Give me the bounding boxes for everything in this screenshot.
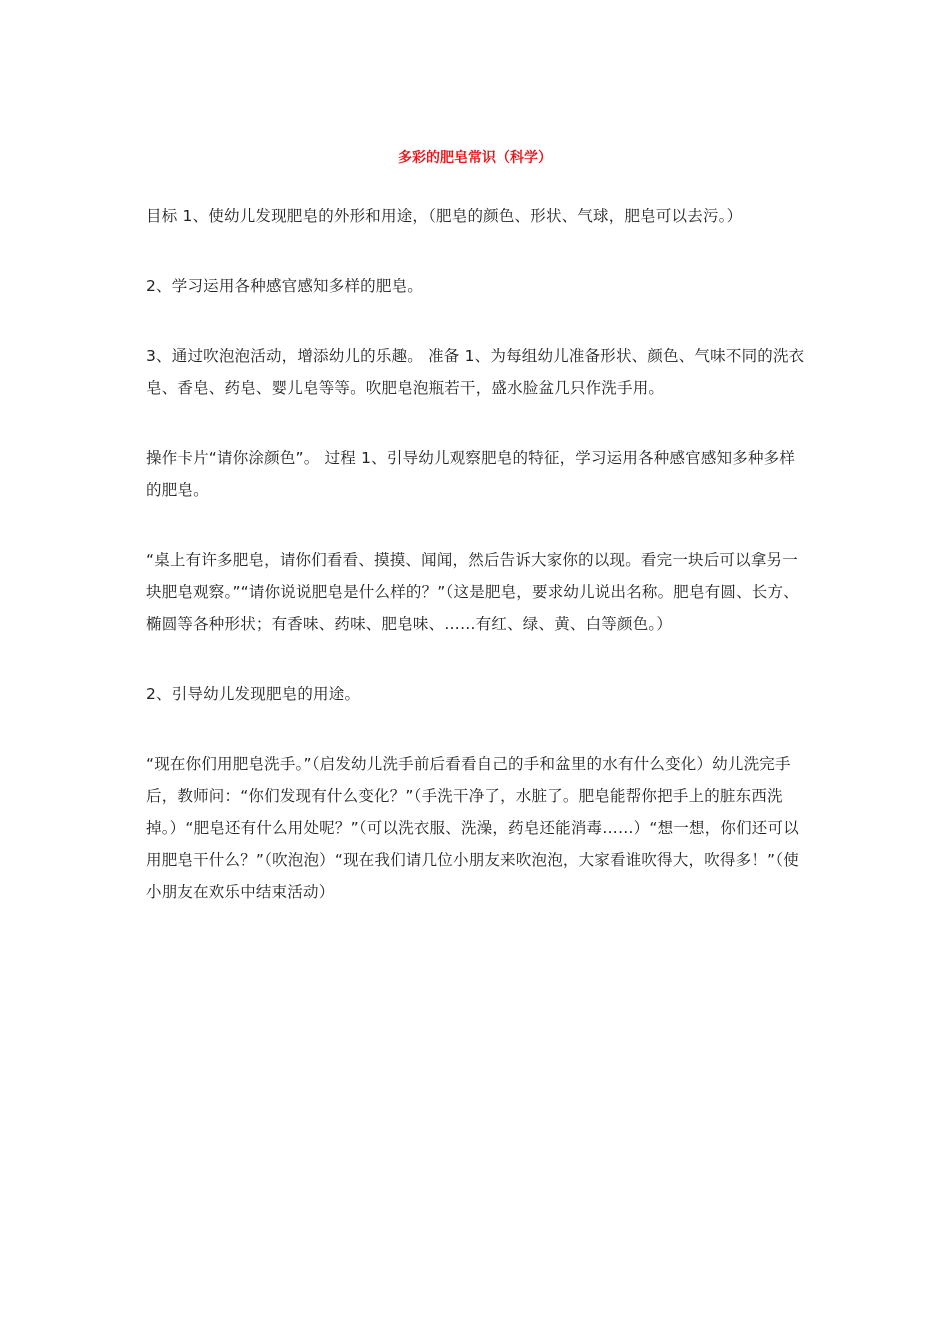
- paragraph-goal-1: 目标 1、使幼儿发现肥皂的外形和用途，（肥皂的颜色、形状、气球，肥皂可以去污。）: [146, 207, 743, 225]
- paragraph-observation-dialogue: “桌上有许多肥皂，请你们看看、摸摸、闻闻，然后告诉大家你的以现。看完一块后可以拿另一块肥皂观察。”“请你说说肥皂是什么样的？”（这是肥皂，要求幼儿说出名称。肥皂有圆、长方、椭圆等各种形状；有香味、药味、肥皂味、……有红、绿、黄、白等颜色。）: [146, 551, 799, 633]
- paragraph-process-1: 操作卡片“请你涂颜色”。 过程 1、引导幼儿观察肥皂的特征，学习运用各种感官感知多种多样的肥皂。: [146, 449, 796, 499]
- document-body: [146, 200, 806, 908]
- document-title: 多彩的肥皂常识（科学）: [398, 150, 552, 166]
- paragraph-goal-2: 2、学习运用各种感官感知多样的肥皂。: [146, 277, 423, 295]
- paragraph-handwashing-dialogue: “现在你们用肥皂洗手。”（启发幼儿洗手前后看看自己的手和盆里的水有什么变化）幼儿洗完手后，教师问：“你们发现有什么变化？”（手洗干净了，水脏了。肥皂能帮你把手上的脏东西洗掉。）“肥皂还有什么用处呢？”（可以洗衣服、洗澡，药皂还能消毒……）“想一想，你们还可以用肥皂干什么？”（吹泡泡）“现在我们请几位小朋友来吹泡泡，大家看谁吹得大，吹得多！”（使小朋友在欢乐中结束活动）: [146, 755, 799, 901]
- paragraph-process-2: 2、引导幼儿发现肥皂的用途。: [146, 685, 361, 703]
- paragraph-goal-3-preparation: 3、通过吹泡泡活动，增添幼儿的乐趣。 准备 1、为每组幼儿准备形状、颜色、气味不同的洗衣皂、香皂、药皂、婴儿皂等等。吹肥皂泡瓶若干，盛水脸盆几只作洗手用。: [146, 347, 805, 397]
